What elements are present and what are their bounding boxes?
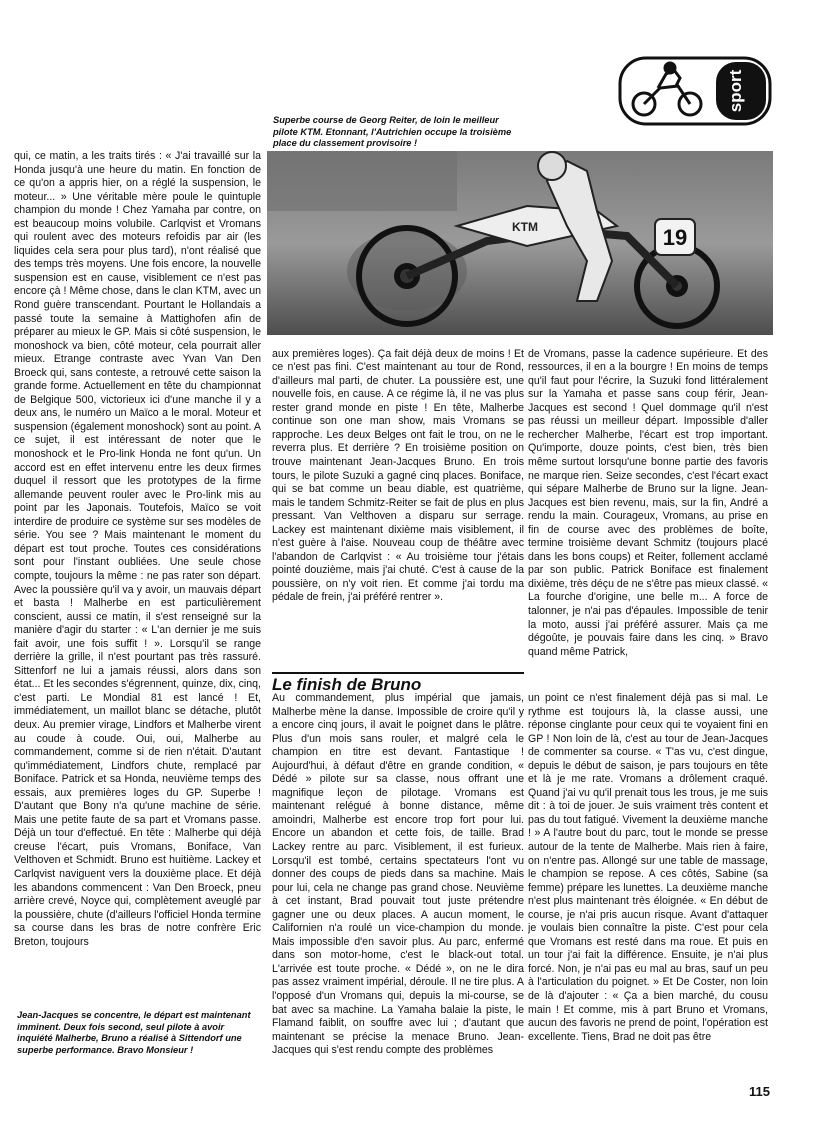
column-2-text: Au commandement, plus impérial que jamais, Malherbe mène la danse. Impossible de croire qu'il y a encore cinq jours, il avait le poignet dans le plâtre. Plus d'un mois sans rouler, et malgré cela le champion en titre est devant. Fantastique ! Aujourd'hui, à défaut d'être en grande condition, « Dédé » pilote sur sa classe, nous offrant une magnifique leçon de pilotage. Vromans est maintenant relégué à bonne distance, même amoindri, Malherbe est encore trop fort pour lui. Encore un abandon et cette fois, de taille. Brad Lackey rentre au parc. Visiblement, il est furieux. Lorsqu'il est tombé, certains spectateurs l'ont vu donner des coups de pieds dans sa machine. Mais pour lui, cela ne change pas grand chose. Neuvième à cet instant, Brad pouvait tout juste prétendre gagner une ou deux places. A aucun moment, le Californien n'a roulé un vice-champion du monde. Mais impossible d'en savoir plus. Au parc, enfermé dans son motor-home, c'est le black-out total. L'arrivée est toute proche. « Dédé », on ne le dira pas assez vraiment impérial, déroule. Il ne tire plus. A l'opposé d'un Vromans qui, depuis la mi-course, se bat avec sa machine. La Yamaha balaie la piste, le Flamand faiblit, on souffre avec lui ; d'autant que maintenant se précise la menace Bruno. Jean-Jacques qui s'est rendu compte des problèmes [272,692,524,1057]
photo-caption-bottom: Jean-Jacques se concentre, le départ est maintenant imminent. Deux fois second, seul pilote à avoir inquiété Malherbe, Bruno a réalisé à Sittendorf une superbe performance. Bravo Monsieur ! [17,1010,251,1055]
bike-brand-text: KTM [512,220,538,234]
article-column-2-top [272,337,524,667]
article-column-2 [272,692,524,1122]
section-heading: Le finish de Bruno [272,672,524,697]
page-number: 115 [749,1084,770,1099]
column-3-text: un point ce n'est finalement déjà pas si mal. Le rythme est toujours là, la classe aussi, une réponse cinglante pour ceux qui te voyaient fini en GP ! Non loin de là, c'est au tour de Jean-Jacques de commenter sa course. « T'as vu, c'est dingue, depuis le début de saison, je pars toujours en tête et là je me rate. Vromans a drôlement craqué. Quand j'ai vu qu'il prenait tous les trous, je me suis dit : à toi de jouer. Je suis vraiment très content et pas du tout fatigué. Vivement la deuxième manche ! » A l'autre bout du parc, tout le monde se presse autour de la tente de Malherbe. Mais rien à faire, on n'entre pas. Allongé sur une table de massage, le champion se repose. A ces côtés, Sabine (sa femme) prépare les lunettes. La deuxième manche n'est plus maintenant très éloignée. « En début de course, je n'ai pris aucun risque. Avant d'attaquer je voulais bien connaître la piste. C'est pour cela que Vromans est resté dans ma roue. Et puis en un tour j'ai fait la différence. Ensuite, je n'ai plus forcé. Non, je n'ai pas eu mal au bras, sauf un peu à l'articulation du poignet. » Et De Coster, non loin de là d'ajouter : « Ça a bien marché, du cousu main ! Et comme, mis à part Bruno et Vromans, aucun des favoris ne prend de point, l'opération est excellente. Tiens, Brad ne doit pas être [528,692,768,1043]
logo-text: sport [726,69,745,113]
bike-number: 19 [662,225,688,250]
sport-logo [618,56,772,126]
article-column-1 [14,150,261,1006]
column-3-top-text: de Vromans, passe la cadence supérieure. Et des ressources, il en a la bourgre ! En moins de temps qu'il faut pour l'écrire, la Suzuki fond littéralement sur la Yamaha et passe sans coup férir, Jean-Jacques est second ! Quel dommage qu'il n'est pas réussi un meilleur départ. Impossible d'aller rechercher Malherbe, l'écart est trop important. Qu'importe, douze points, c'est bien, très bien même surtout lorsqu'une bonne partie des favoris ne marque rien. Seize secondes, c'est l'écart exact qui sépare Malherbe de Bruno sur la ligne. Jean-Jacques est bien revenu, mais, sur la fin, André a rendu la main. Courageux, Vromans, au prise en fin de course avec des problèmes de boîte, termine troisième devant Schmitz (toujours placé dans les bons coups) et Reiter, follement acclamé par son public. Patrick Boniface est finalement dixième, très déçu de ne s'être pas mieux classé. « La fourche d'origine, une belle m... A force de talonner, je n'ai pas d'épaules. Impossible de tenir la moto, aussi j'ai préféré assurer. Mais ça me dégoûte, je pouvais faire dans les cinq. » Bravo quand même Patrick, [528,347,768,658]
article-column-3-top [528,337,768,692]
race-photo [267,151,773,335]
column-2-top-text: aux premières loges). Ça fait déjà deux de moins ! Et ce n'est pas fini. C'est maintenant au tour de Rond, d'ailleurs mal parti, de chuter. La poussière est, une nouvelle fois, en cause. A ce régime là, il ne vas plus rester grand monde en piste ! En tête, Malherbe continue son one man show, mais Vromans se rapproche. Les deux Belges ont fait le trou, on ne le reverra plus. Et derrière ? En troisième position on trouve maintenant Jean-Jacques Bruno. En trois tours, le pilote Suzuki a gagné cinq places. Boniface, qui se bat comme un beau diable, est quatrième, mais le tandem Schmitz-Reiter se fait de plus en plus pressant. Van Velthoven a disparu sur serrage. Lackey est maintenant dixième mais visiblement, il n'est guère à l'aise. Nouveau coup de théâtre avec l'abandon de Carlqvist : « Au troisième tour j'étais pointé douzième, mais j'ai chuté. C'est à cause de la poussière, on n'y voit rien. Et comme j'ai tordu ma pédale de frein, j'ai préféré rentrer ». [272,347,524,604]
article-column-3 [528,692,768,1098]
photo-caption: Superbe course de Georg Reiter, de loin le meilleur pilote KTM. Etonnant, l'Autrichien occupe la troisième place du classement provisoire ! [273,115,512,148]
column-1-text: qui, ce matin, a les traits tirés : « J'ai travaillé sur la Honda jusqu'à une heure du matin. En fonction de ce qu'on a appris hier, on a réglé la suspension, le moteur... » Une véritable mère poule le quintuple champion du monde ! Chez Yamaha par contre, on est beaucoup moins volubile. Carlqvist et Vromans qui roulent avec des moteurs refoidis par air (les liquides cela sera pour plus tard), n'ont réalisé que des temps très moyens. Une fois encore, la nouvelle suspension est en cause, visiblement ce n'est pas encore çà ! Même chose, dans le clan KTM, avec un Rond guère transcendant. Pourtant le Hollandais a passé toute la semaine à Mattighofen afin de préparer au mieux le GP. Mais si côté suspension, le monoshock va bien, côté moteur, cela pourrait aller mieux. Etrange contraste avec Yvan Van Den Broeck qui, sans conteste, a retrouvé cette saison la grande forme. Actuellement en tête du championnat de Belgique 500, victorieux ici d'une manche il y a deux ans, le numéro un Maïco a le moral. Moteur et suspension (également monoshock) sont au point. A ce sujet, il est intéressant de noter que le monoshock et le Pro-link Honda ne font qu'un. Un accord est en effet intervenu entre les deux firmes duquel il ressort que les prototypes de la firme allemande peuvent rouler avec le Pro-link mis au point par les Japonais. Toutefois, Maïco se voit interdire de produire ce système sur ses modèles de série. You see ? Mais maintenant le moment du départ est tout proche. Toutes ces considérations sont pour l'instant oubliées. Une seule chose compte, toujours la même : ne pas rater son départ. Avec la poussière qu'il va y avoir, un mauvais départ et basta ! Malherbe en est particulièrement conscient, aussi ce matin, il s'est renseigné sur la manière d'agir du starter : « L'an dernier je me suis fait avoir, une fois suffit ! ». Lorsqu'il se range derrière la grille, il n'est pourtant pas très rassuré. Sittenforf ne lui a jamais réussi, alors dans son état... Et les secondes s'égrennent, quinze, dix, cinq, c'est parti. Le Mondial 81 est lancé ! Et, immédiatement, un maillot blanc se détache, plutôt deux. Au premier virage, Lindfors et Malherbe virent au coude à coude. Oui, oui, Malherbe au commandement, comme si de rien n'était. D'autant qu'immédiatement, Lindfors chute, remplacé par Boniface. Patrick et sa Honda, neuvième temps des essais, aux premières loges du GP. Superbe ! D'autant que Bony n'a qu'une machine de série. Mais une petite faute de sa part et Vromans passe. Déjà un tour d'effectué. En tête : Malherbe qui déjà creuse l'écart, puis Vromans, Boniface, Van Velthoven et Schmidt. Bruno est huitième. Lackey et Carlqvist naviguent vers la douxième place. Et déjà les abandons commencent : Van Den Broeck, pneu arrière crevé, Noyce qui, complètement aveuglé par la poussière, chute (d'ailleurs l'officiel Honda termine sa course dans les bras de notre confrère Eric Breton, toujours [14,150,261,948]
